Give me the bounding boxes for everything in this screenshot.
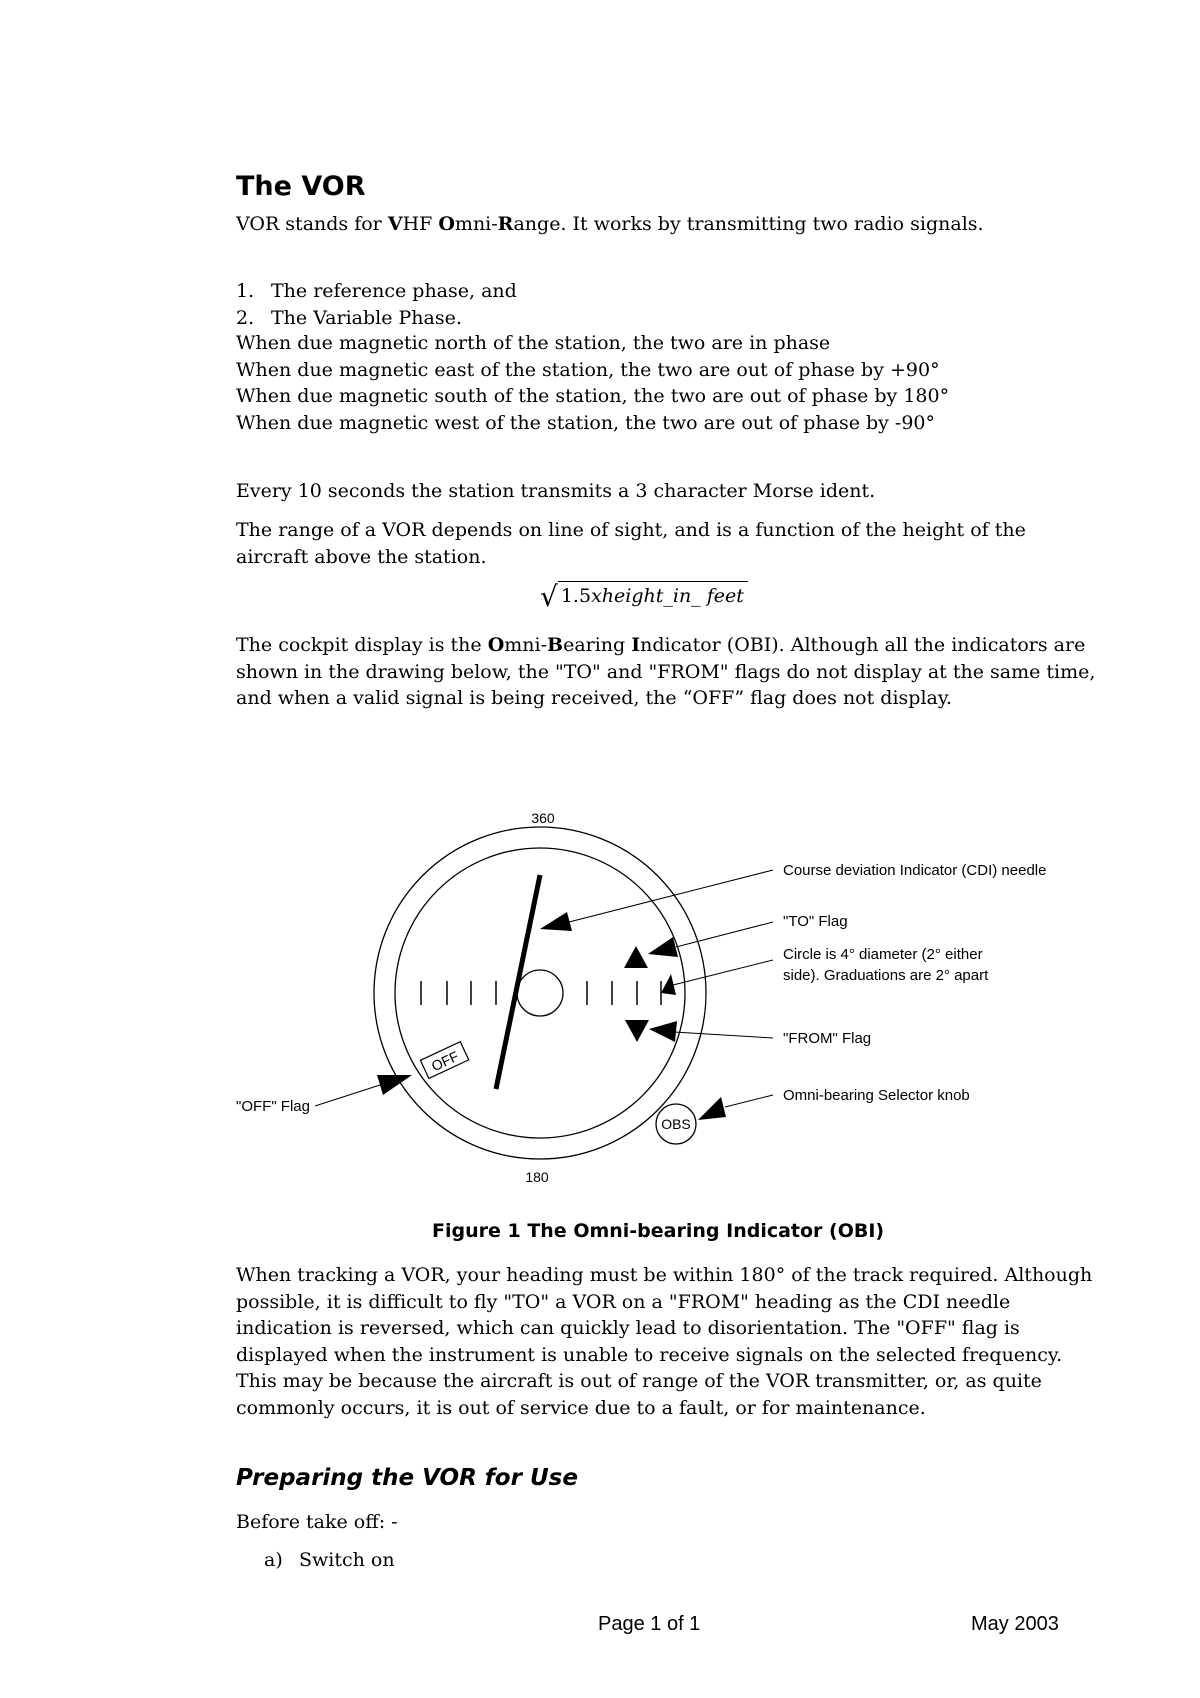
from-flag-icon <box>625 1020 649 1042</box>
from-flag-arrowhead <box>649 1021 677 1042</box>
deviation-circle <box>517 970 563 1016</box>
obs-leader-line <box>725 1095 773 1107</box>
cockpit-text: ndicator (OBI). Although all the indicators are shown in the drawing below, the "TO" and "FROM" flags do not display at the same time, and when a valid signal is being received, the “OFF” flag does not display. <box>236 634 1096 709</box>
section-heading: Preparing the VOR for Use <box>236 1465 578 1491</box>
from-flag-leader-line <box>674 1032 773 1038</box>
list-number: 1. <box>236 280 255 302</box>
direction-west: When due magnetic west of the station, the two are out of phase by -90° <box>236 411 936 434</box>
morse-paragraph: Every 10 seconds the station transmits a 3 character Morse ident. <box>236 480 876 502</box>
cockpit-text: The cockpit display is the <box>236 634 488 656</box>
cdi-needle <box>496 875 540 1089</box>
square-root-sign: √ <box>540 580 558 613</box>
cockpit-paragraph <box>236 632 1096 712</box>
off-flag-leader-line <box>315 1085 380 1106</box>
obi-diagram <box>220 800 1120 1200</box>
list-number: 2. <box>236 306 255 329</box>
cdi-annotation: Course deviation Indicator (CDI) needle <box>783 862 1047 879</box>
tracking-paragraph: When tracking a VOR, your heading must be within 180° of the track required. Although possible, it is difficult to fly "TO" a VOR on a "FROM" heading as the CDI needle indication is reversed, which can quickly lead to disorientation. The "OFF" flag is displayed when the instrument is unable to receive signals on the selected frequency. This may be because the aircraft is out of range of the VOR transmitter, or, as quite commonly occurs, it is out of service due to a fault, or for maintenance. <box>236 1264 1093 1419</box>
phase-list <box>236 278 517 331</box>
cockpit-bold-b: B <box>547 634 564 656</box>
direction-south: When due magnetic south of the station, the two are out of phase by 180° <box>236 385 950 407</box>
direction-lines <box>236 330 949 436</box>
obi-inner-ring <box>395 848 685 1138</box>
to-flag-annotation: "TO" Flag <box>783 913 848 930</box>
list-letter: a) <box>264 1549 283 1571</box>
intro-text: mni- <box>454 213 498 235</box>
off-flag-label: OFF <box>428 1047 462 1075</box>
list-item <box>236 278 517 305</box>
to-flag-icon <box>624 946 648 968</box>
before-takeoff-text: Before take off: - <box>236 1511 398 1533</box>
circle-leader-line <box>673 960 773 985</box>
to-flag-arrowhead <box>648 937 678 957</box>
heading-360-label: 360 <box>531 810 555 826</box>
page-title: The VOR <box>236 171 366 202</box>
footer-page-number: Page 1 of 1 <box>598 1613 701 1635</box>
heading-180-label: 180 <box>525 1169 549 1185</box>
intro-paragraph <box>236 211 1096 238</box>
obs-annotation: Omni-bearing Selector knob <box>783 1087 970 1104</box>
cdi-arrowhead <box>540 912 572 931</box>
to-flag-leader-line <box>676 922 773 947</box>
intro-text: ange. It works by transmitting two radio signals. <box>513 213 984 235</box>
cockpit-bold-o: O <box>487 634 505 656</box>
cdi-leader-line <box>569 870 773 922</box>
obs-knob-label: OBS <box>661 1116 691 1132</box>
circle-annotation-line2: side). Graduations are 2° apart <box>783 967 989 984</box>
list-text: The reference phase, and <box>271 280 517 302</box>
intro-bold-o: O <box>438 213 455 235</box>
formula-coefficient: 1.5 <box>560 585 592 607</box>
obs-arrowhead <box>698 1097 726 1120</box>
circle-annotation-line1: Circle is 4° diameter (2° either <box>783 946 983 963</box>
intro-text: VOR stands for <box>236 213 388 235</box>
list-item <box>264 1547 395 1574</box>
cockpit-text: earing <box>563 634 632 656</box>
intro-text: HF <box>402 213 439 235</box>
figure-caption: Figure 1 The Omni-bearing Indicator (OBI) <box>432 1220 885 1242</box>
direction-north: When due magnetic north of the station, the two are in phase <box>236 332 831 354</box>
cockpit-bold-i: I <box>631 634 641 656</box>
from-flag-annotation: "FROM" Flag <box>783 1030 872 1047</box>
range-formula <box>540 580 748 613</box>
cockpit-text: mni- <box>504 634 548 656</box>
off-flag-annotation: "OFF" Flag <box>236 1098 310 1115</box>
intro-bold-v: V <box>387 213 403 235</box>
direction-east: When due magnetic east of the station, the two are out of phase by +90° <box>236 358 940 381</box>
list-item <box>236 305 517 332</box>
off-flag <box>420 1042 468 1079</box>
radicand <box>558 581 748 607</box>
formula-expression: xheight_in_ feet <box>591 585 744 607</box>
range-paragraph: The range of a VOR depends on line of sight, and is a function of the height of the aircraft above the station. <box>236 519 1026 568</box>
footer-date: May 2003 <box>971 1613 1059 1635</box>
list-text: Switch on <box>299 1549 395 1571</box>
list-text: The Variable Phase. <box>271 306 462 329</box>
intro-bold-r: R <box>497 213 514 235</box>
